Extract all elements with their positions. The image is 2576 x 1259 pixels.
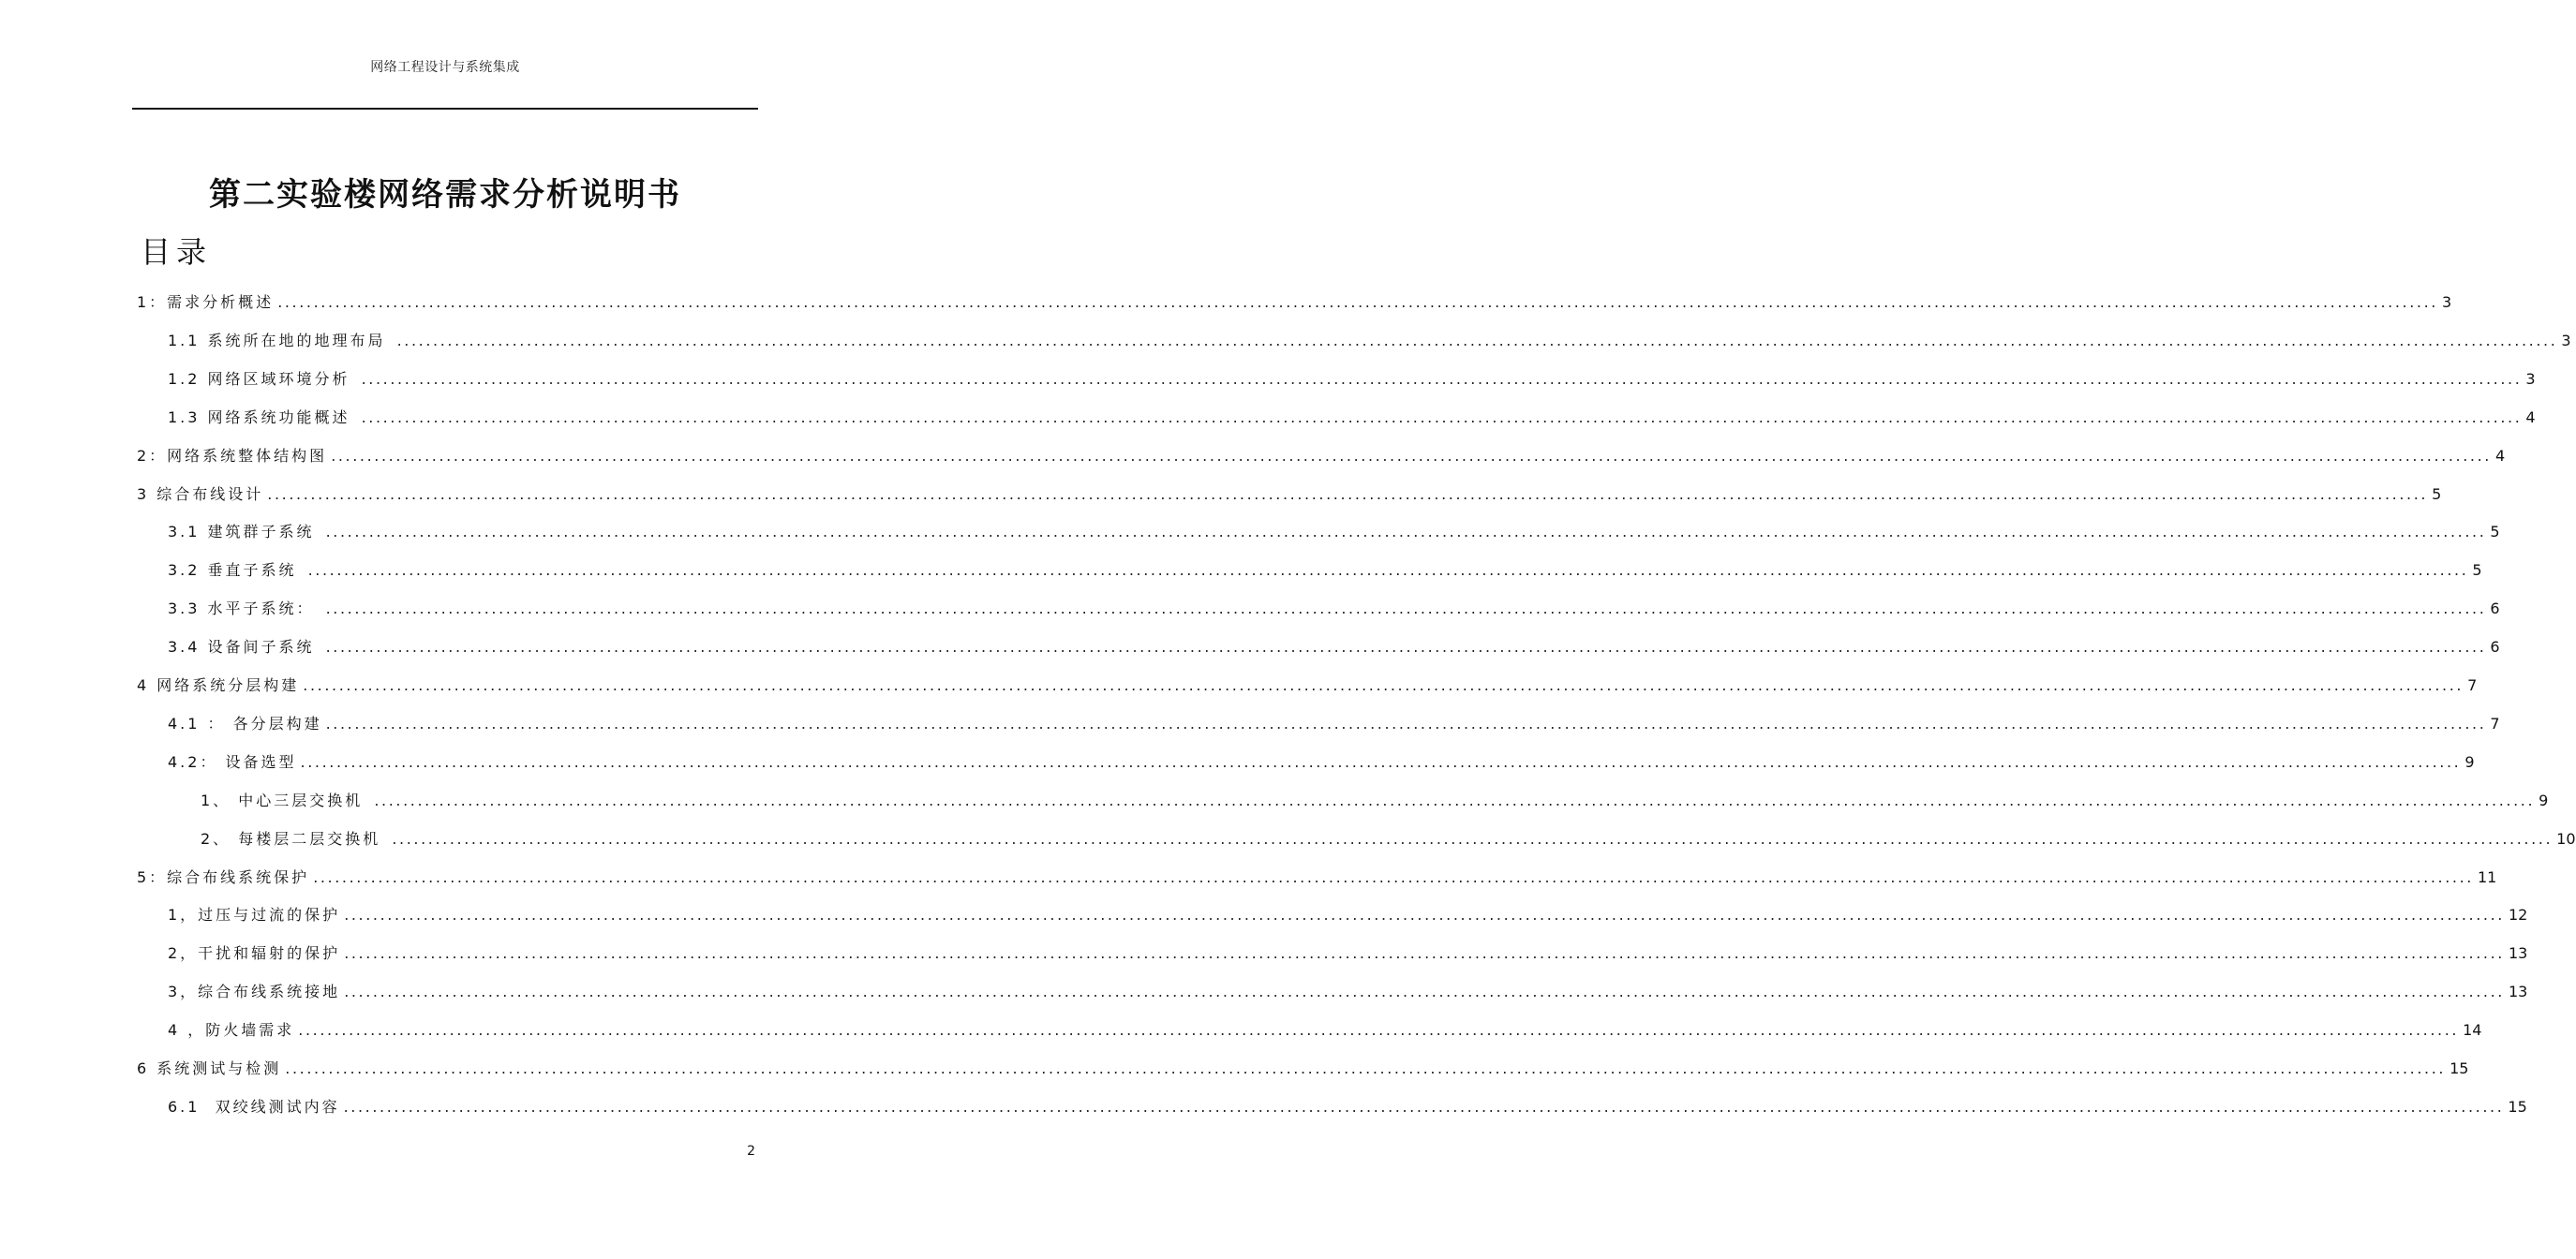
toc-leader-dots: ............................................................................................................................................................................................................................................................................................................	[313, 867, 2474, 886]
toc-entry-label: 3.4 设备间子系统	[168, 638, 322, 657]
toc-entry[interactable]	[168, 406, 2536, 443]
toc-leader-dots: ............................................................................................................................................................................................................................................................................................................	[325, 523, 2487, 541]
toc-entry-label: 6 系统测试与检测	[137, 1059, 282, 1077]
toc-leader-dots: ............................................................................................................................................................................................................................................................................................................	[344, 944, 2505, 963]
toc-entry[interactable]	[201, 789, 2549, 826]
toc-entry-page: 6	[2490, 600, 2500, 618]
toc-entry[interactable]	[168, 597, 2500, 634]
toc-entry-page: 11	[2477, 867, 2497, 886]
toc-heading: 目录	[141, 234, 213, 270]
toc-entry[interactable]	[137, 482, 2442, 520]
toc-entry-label: 6.1 双绞线测试内容	[168, 1097, 340, 1116]
toc-entry[interactable]	[201, 827, 2576, 865]
toc-leader-dots: ............................................................................................................................................................................................................................................................................................................	[298, 1021, 2460, 1040]
toc-leader-dots: ............................................................................................................................................................................................................................................................................................................	[285, 1059, 2447, 1077]
toc-entry-page: 3	[2525, 369, 2536, 388]
toc-entry-label: 2、 每楼层二层交换机	[201, 829, 389, 848]
toc-entry-page: 7	[2467, 676, 2478, 694]
toc-entry-page: 9	[2464, 752, 2475, 771]
toc-entry-label: 1、 中心三层交换机	[201, 791, 371, 809]
toc-entry[interactable]	[137, 674, 2478, 711]
toc-entry[interactable]	[168, 558, 2482, 596]
toc-entry-page: 4	[2494, 446, 2506, 465]
toc-entry-label: 5：综合布线系统保护	[137, 867, 310, 886]
toc-entry[interactable]	[137, 1057, 2469, 1094]
page-number: 2	[747, 1144, 755, 1159]
toc-entry-label: 1.3 网络系统功能概述	[168, 407, 358, 426]
toc-leader-dots: ............................................................................................................................................................................................................................................................................................................	[331, 446, 2492, 465]
toc-leader-dots: ............................................................................................................................................................................................................................................................................................................	[307, 561, 2469, 580]
toc-entry[interactable]	[168, 1018, 2482, 1056]
toc-leader-dots: ............................................................................................................................................................................................................................................................................................................	[325, 638, 2487, 657]
toc-entry-label: 3.3 水平子系统：	[168, 600, 322, 618]
toc-entry-label: 2：网络系统整体结构图	[137, 446, 328, 465]
toc-entry[interactable]	[168, 750, 2475, 788]
toc-entry[interactable]	[168, 1095, 2527, 1133]
toc-leader-dots: ............................................................................................................................................................................................................................................................................................................	[396, 331, 2558, 349]
running-header: 网络工程设计与系统集成	[370, 60, 520, 75]
toc-entry-page: 15	[2508, 1097, 2527, 1116]
toc-entry[interactable]	[137, 290, 2452, 328]
toc-entry-label: 3.1 建筑群子系统	[168, 523, 322, 541]
toc-entry[interactable]	[168, 712, 2500, 749]
toc-entry-page: 4	[2525, 407, 2536, 426]
toc-entry-page: 3	[2561, 331, 2571, 349]
toc-leader-dots: ............................................................................................................................................................................................................................................................................................................	[325, 600, 2487, 618]
toc-entry[interactable]	[168, 980, 2528, 1017]
toc-leader-dots: ............................................................................................................................................................................................................................................................................................................	[344, 906, 2505, 925]
toc-leader-dots: ............................................................................................................................................................................................................................................................................................................	[361, 369, 2523, 388]
toc-entry[interactable]	[168, 941, 2528, 979]
toc-entry-label: 1.1 系统所在地的地理布局	[168, 331, 394, 349]
toc-entry-page: 10	[2556, 829, 2576, 848]
toc-entry-label: 1.2 网络区域环境分析	[168, 369, 358, 388]
toc-leader-dots: ............................................................................................................................................................................................................................................................................................................	[343, 1097, 2505, 1116]
toc-entry-page: 6	[2490, 638, 2500, 657]
toc-entry-label: 2，干扰和辐射的保护	[168, 944, 341, 963]
toc-entry-label: 4.2： 设备选型	[168, 752, 297, 771]
toc-leader-dots: ............................................................................................................................................................................................................................................................................................................	[361, 407, 2523, 426]
toc-leader-dots: ............................................................................................................................................................................................................................................................................................................	[392, 829, 2554, 848]
toc-entry-label: 3.2 垂直子系统	[168, 561, 305, 580]
toc-entry[interactable]	[137, 444, 2506, 481]
toc-entry[interactable]	[168, 903, 2528, 941]
toc-entry-label: 3，综合布线系统接地	[168, 983, 341, 1001]
toc-leader-dots: ............................................................................................................................................................................................................................................................................................................	[267, 484, 2429, 503]
toc-entry-page: 7	[2490, 714, 2500, 733]
toc-entry[interactable]	[168, 367, 2536, 405]
toc-entry[interactable]	[168, 329, 2571, 366]
toc-entry-page: 5	[2472, 561, 2482, 580]
toc-leader-dots: ............................................................................................................................................................................................................................................................................................................	[300, 752, 2462, 771]
toc-entry-page: 12	[2508, 906, 2528, 925]
toc-leader-dots: ............................................................................................................................................................................................................................................................................................................	[303, 676, 2464, 694]
toc-entry-page: 3	[2441, 293, 2452, 311]
header-divider	[132, 108, 758, 110]
toc-entry-label: 4 ，防火墙需求	[168, 1021, 295, 1040]
toc-entry-page: 14	[2463, 1021, 2482, 1040]
toc-entry-page: 13	[2508, 944, 2528, 963]
toc-leader-dots: ............................................................................................................................................................................................................................................................................................................	[374, 791, 2536, 809]
toc-leader-dots: ............................................................................................................................................................................................................................................................................................................	[344, 983, 2505, 1001]
toc-entry-page: 15	[2449, 1059, 2469, 1077]
toc-leader-dots: ............................................................................................................................................................................................................................................................................................................	[325, 714, 2487, 733]
toc-entry-label: 4.1 ： 各分层构建	[168, 714, 322, 733]
toc-entry[interactable]	[168, 520, 2500, 557]
toc-entry-page: 13	[2508, 983, 2528, 1001]
toc-entry-page: 9	[2539, 791, 2549, 809]
toc-entry-label: 1，过压与过流的保护	[168, 906, 341, 925]
document-title: 第二实验楼网络需求分析说明书	[209, 176, 681, 214]
toc-entry-label: 3 综合布线设计	[137, 484, 264, 503]
toc-entry-page: 5	[2490, 523, 2500, 541]
toc-entry-label: 1：需求分析概述	[137, 293, 275, 311]
toc-entry[interactable]	[168, 635, 2500, 673]
toc-entry-label: 4 网络系统分层构建	[137, 676, 300, 694]
toc-entry-page: 5	[2432, 484, 2442, 503]
toc-leader-dots: ............................................................................................................................................................................................................................................................................................................	[277, 293, 2438, 311]
toc-entry[interactable]	[137, 866, 2497, 903]
